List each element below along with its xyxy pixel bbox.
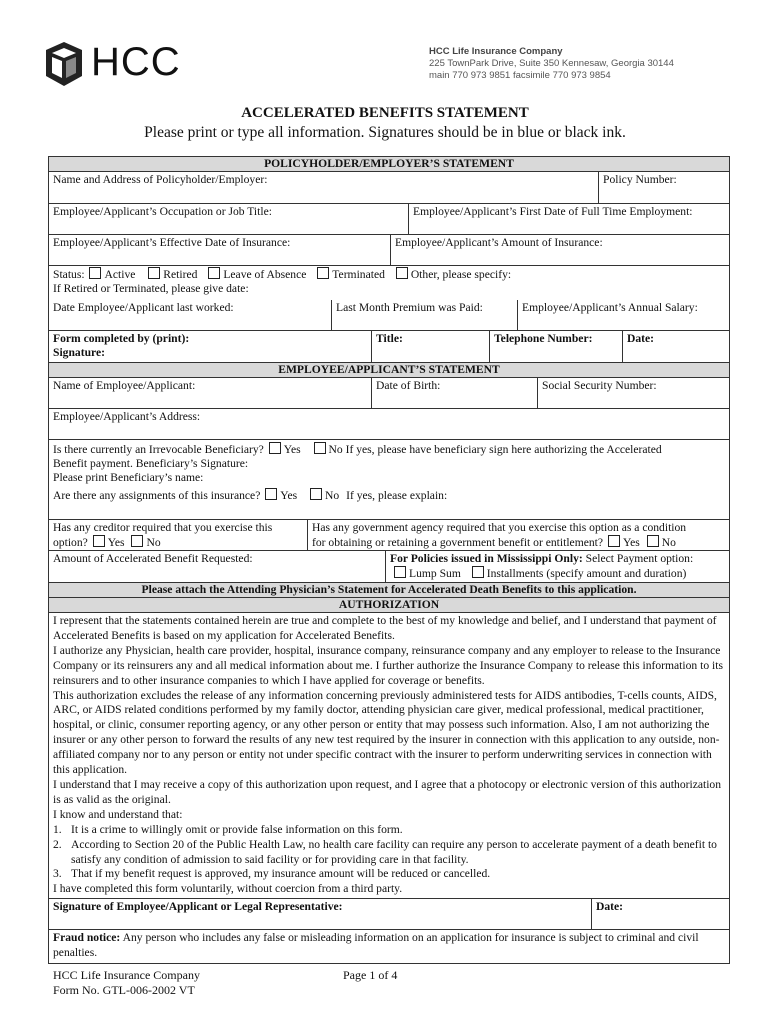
assignments-no-checkbox[interactable]: [310, 488, 322, 500]
logo-text: HCC: [91, 40, 181, 84]
policyholder-signature-field[interactable]: Signature:: [53, 346, 105, 359]
annual-salary-field[interactable]: Employee/Applicant’s Annual Salary:: [522, 301, 698, 314]
beneficiary-instructions: If yes, please have beneficiary sign here authorizing the Accelerated: [345, 443, 662, 456]
fraud-notice-label: Fraud notice:: [53, 931, 121, 945]
active-label: Active: [104, 268, 136, 281]
policyholder-name-field[interactable]: Name and Address of Policyholder/Employer:: [49, 172, 599, 203]
other-status-checkbox[interactable]: [396, 267, 408, 279]
employee-name-field[interactable]: Name of Employee/Applicant:: [49, 378, 372, 408]
list-item: 1. It is a crime to willingly omit or provide false information on this form.: [53, 822, 403, 836]
assignments-yes-label: Yes: [280, 489, 298, 502]
beneficiary-signature-field[interactable]: Benefit payment. Beneficiary’s Signature:: [53, 457, 249, 470]
retired-checkbox[interactable]: [148, 267, 160, 279]
footer-company: HCC Life Insurance Company: [53, 968, 200, 982]
company-info: [429, 46, 674, 82]
beneficiary-question: Is there currently an Irrevocable Beneficiary?: [53, 443, 264, 456]
active-checkbox[interactable]: [89, 267, 101, 279]
status-label: Status:: [53, 268, 85, 281]
last-premium-field[interactable]: Last Month Premium was Paid:: [332, 300, 518, 330]
auth-paragraph-3: This authorization excludes the release of any information concerning previously administered tests for AIDS antibodies, T-cells counts, AIDS, ARC, or AIDS related conditions performed by my family doctor, attending physician care giver, medical professional, medical practitioner, hospital, or clinic, consumer reporting agency, or any other person or entity that may possess such information. Also, I am not authorizing the insurer or any other person to forward the results of any new test required by the insurer in connection with this application to any outside, non-affiliated company nor to any person or entity not under specific contract with the insurer to perform underwriting services in connection with this application.: [53, 688, 720, 777]
footer-left: [53, 968, 200, 998]
govt-question: Has any government agency required that you exercise this option as a condition: [312, 521, 687, 534]
beneficiary-no-checkbox[interactable]: [314, 442, 326, 454]
policyholder-band: POLICYHOLDER/EMPLOYER’S STATEMENT: [49, 157, 729, 172]
authorization-text: [49, 613, 729, 898]
mississippi-payment: Select Payment option:: [585, 552, 694, 565]
govt-question-end: for obtaining or retaining a government benefit or entitlement?: [312, 536, 604, 549]
occupation-field[interactable]: Employee/Applicant’s Occupation or Job Title:: [49, 204, 409, 234]
creditor-no-checkbox[interactable]: [131, 535, 143, 547]
assignments-question: Are there any assignments of this insurance?: [53, 489, 261, 502]
terminated-checkbox[interactable]: [317, 267, 329, 279]
ssn-field[interactable]: Social Security Number:: [542, 379, 657, 392]
assignments-explain[interactable]: If yes, please explain:: [346, 489, 448, 502]
beneficiary-yes-label: Yes: [283, 443, 301, 456]
terminated-label: Terminated: [332, 268, 385, 281]
company-name: HCC Life Insurance Company: [429, 46, 563, 57]
govt-yes-checkbox[interactable]: [608, 535, 620, 547]
title-field[interactable]: Title:: [372, 331, 490, 362]
installments-checkbox[interactable]: [472, 566, 484, 578]
creditor-question-end: option?: [53, 536, 88, 549]
creditor-yes-label: Yes: [107, 536, 125, 549]
creditor-no-label: No: [146, 536, 161, 549]
employee-band: EMPLOYEE/APPLICANT’S STATEMENT: [49, 363, 729, 378]
policyholder-date-field[interactable]: Date:: [627, 332, 655, 345]
page-number: Page 1 of 4: [343, 968, 398, 982]
fraud-notice: [49, 930, 729, 963]
applicant-signature-field[interactable]: Signature of Employee/Applicant or Legal Representative:: [49, 899, 592, 929]
authorization-band: AUTHORIZATION: [49, 598, 729, 613]
creditor-yes-checkbox[interactable]: [93, 535, 105, 547]
insurance-amount-field[interactable]: Employee/Applicant’s Amount of Insurance:: [395, 236, 603, 249]
amount-requested-field[interactable]: Amount of Accelerated Benefit Requested:: [49, 551, 386, 582]
attach-physician-band: Please attach the Attending Physician’s Statement for Accelerated Death Benefits to this application.: [49, 583, 729, 598]
statement-form: [48, 156, 730, 964]
last-worked-field[interactable]: Date Employee/Applicant last worked:: [49, 300, 332, 330]
list-item: 2. According to Section 20 of the Public Health Law, no health care facility can require any person to accelerate payment of a death benefit to satisfy any condition of admission to said facility or for providing care in that facility.: [53, 837, 717, 866]
auth-paragraph-5: I know and understand that:: [53, 807, 183, 821]
completed-by-field[interactable]: Form completed by (print):: [53, 332, 190, 345]
leave-of-absence-checkbox[interactable]: [208, 267, 220, 279]
beneficiary-yes-checkbox[interactable]: [269, 442, 281, 454]
footer-form-number: Form No. GTL-006-2002 VT: [53, 983, 195, 997]
first-employment-date-field[interactable]: Employee/Applicant’s First Date of Full Time Employment:: [413, 205, 693, 218]
policy-number-field[interactable]: Policy Number:: [603, 173, 677, 186]
beneficiary-name-field[interactable]: Please print Beneficiary’s name:: [53, 471, 204, 484]
status-row: [53, 267, 725, 282]
assignments-no-label: No: [325, 489, 340, 502]
other-status-label: Other, please specify:: [410, 268, 512, 281]
auth-paragraph-2: I authorize any Physician, health care provider, hospital, insurance company, reinsurance company and any employer to release to the Insurance Company or its reinsurers any and all medical information about me. I further authorize the Insurance Company to release this information to its reinsurers and to other insurance companies to which I have applied for coverage or benefits.: [53, 643, 723, 687]
mississippi-label: For Policies issued in Mississippi Only:: [390, 552, 583, 565]
auth-paragraph-1: I represent that the statements contained herein are true and complete to the best of my knowledge and belief, and I understand that payment of Accelerated Benefits is based on my application for Accelerated Benefits.: [53, 614, 717, 642]
beneficiary-no-label: No: [328, 443, 343, 456]
leave-of-absence-label: Leave of Absence: [223, 268, 307, 281]
auth-paragraph-6: I have completed this form voluntarily, without coercion from a third party.: [53, 882, 403, 896]
installments-label: Installments (specify amount and duration): [486, 567, 687, 580]
company-phone: main 770 973 9851 facsimile 770 973 9854: [429, 70, 611, 81]
lump-sum-label: Lump Sum: [409, 567, 461, 580]
applicant-date-field[interactable]: Date:: [596, 900, 624, 914]
govt-no-checkbox[interactable]: [647, 535, 659, 547]
form-title: ACCELERATED BENEFITS STATEMENT: [241, 105, 529, 121]
employee-address-field[interactable]: Employee/Applicant’s Address:: [53, 410, 201, 423]
retired-date-field[interactable]: If Retired or Terminated, please give date:: [53, 282, 249, 295]
company-address: 225 TownPark Drive, Suite 350 Kennesaw, Georgia 30144: [429, 58, 674, 69]
list-item: 3. That if my benefit request is approved, my insurance amount will be reduced or cancelled.: [53, 867, 491, 881]
lump-sum-checkbox[interactable]: [394, 566, 406, 578]
fraud-notice-text: Any person who includes any false or misleading information on an application for insurance is subject to criminal and civil penalties.: [53, 931, 699, 960]
creditor-question: Has any creditor required that you exercise this: [53, 521, 273, 534]
assignments-yes-checkbox[interactable]: [265, 488, 277, 500]
auth-list: [53, 823, 725, 883]
effective-date-field[interactable]: Employee/Applicant’s Effective Date of Insurance:: [49, 235, 391, 265]
govt-no-label: No: [661, 536, 676, 549]
form-subtitle: Please print or type all information. Signatures should be in blue or black ink.: [144, 124, 626, 141]
govt-yes-label: Yes: [622, 536, 640, 549]
retired-label: Retired: [163, 268, 198, 281]
auth-paragraph-4: I understand that I may receive a copy of this authorization upon request, and I agree that a photocopy or electronic version of this authorization is as valid as the original.: [53, 777, 722, 806]
dob-field[interactable]: Date of Birth:: [372, 378, 538, 408]
telephone-field[interactable]: Telephone Number:: [490, 331, 623, 362]
